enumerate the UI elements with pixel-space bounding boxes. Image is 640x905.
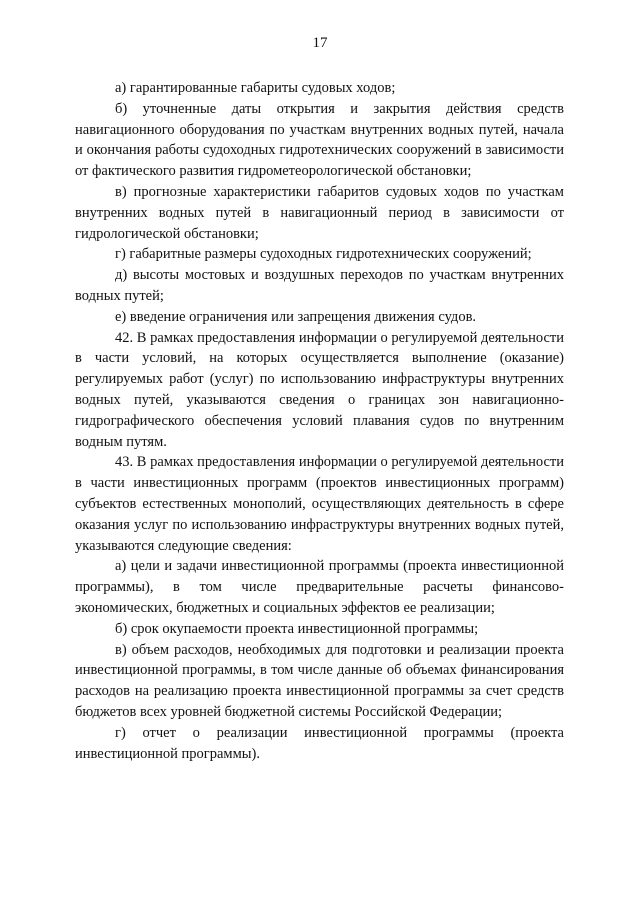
document-body <box>75 78 564 764</box>
paragraph-item-g-implementation-report: г) отчет о реализации инвестиционной программы (проекта инвестиционной программы). <box>75 724 564 762</box>
paragraph-section-43: 43. В рамках предоставления информации о регулируемой деятельности в части инвестиционных программ (проектов инвестиционных программ) субъектов естественных монополий, осуществляющих деятельность в сфере оказания услуг по использованию инфраструктуры внутренних водных путей, указываются следующие сведения: <box>75 454 564 554</box>
paragraph-item-v-expenditure-volume: в) объем расходов, необходимых для подготовки и реализации проекта инвестиционной программы, в том числе данные об объемах финансирования расходов на реализацию проекта инвестиционной программы за счет средств бюджетов всех уровней бюджетной системы Российской Федерации; <box>75 641 564 720</box>
paragraph-item-g-structure-dimensions: г) габаритные размеры судоходных гидротехнических сооружений; <box>115 246 532 263</box>
paragraph-item-a-program-goals: а) цели и задачи инвестиционной программы (проекта инвестиционной программы), в том числе предварительные расчеты финансово-экономических, бюджетных и социальных эффектов ее реализации; <box>75 558 564 616</box>
paragraph-item-e-traffic-restrictions: е) введение ограничения или запрещения движения судов. <box>115 308 477 325</box>
paragraph-item-a-guaranteed-dimensions: а) гарантированные габариты судовых ходов; <box>115 80 396 96</box>
paragraph-item-v-forecast-characteristics: в) прогнозные характеристики габаритов судовых ходов по участкам внутренних водных путей в навигационный период в зависимости от гидрологической обстановки; <box>75 183 564 242</box>
page-number: 17 <box>312 35 328 51</box>
paragraph-section-42: 42. В рамках предоставления информации о регулируемой деятельности в части условий, на которых осуществляется выполнение (оказание) регулируемых работ (услуг) по использованию инфраструктуры внутренних водных путей, указываются сведения о границах зон навигационно-гидрографического обеспечения условий плавания судов по внутренним водным путям. <box>75 329 564 450</box>
paragraph-item-b-navigation-dates: б) уточненные даты открытия и закрытия действия средств навигационного оборудования по участкам внутренних водных путей, начала и окончания работы судоходных гидротехнических сооружений в зависимости от фактического развития гидрометеорологической обстановки; <box>75 100 564 180</box>
paragraph-item-b-payback-period: б) срок окупаемости проекта инвестиционной программы; <box>115 620 479 637</box>
paragraph-item-d-bridge-heights: д) высоты мостовых и воздушных переходов по участкам внутренних водных путей; <box>75 267 564 304</box>
